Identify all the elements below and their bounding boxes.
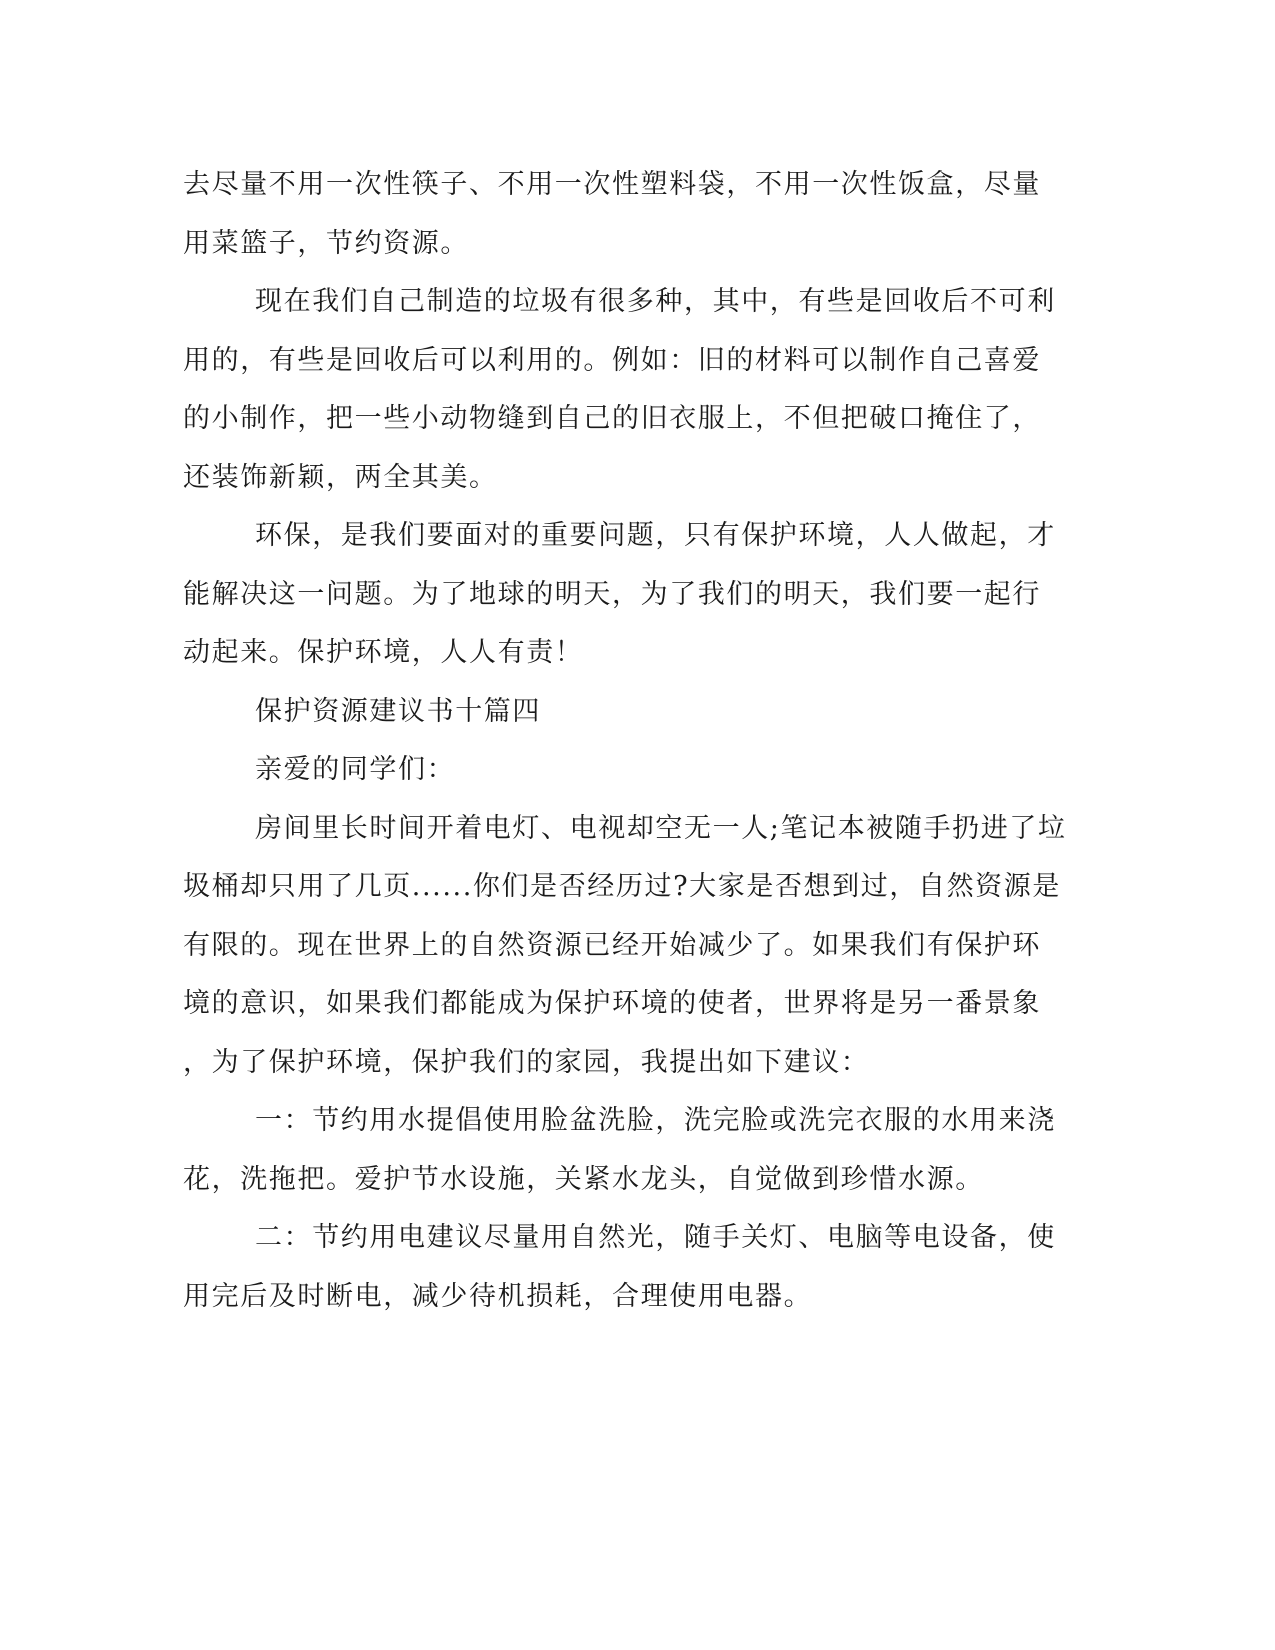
text-line: ，为了保护环境，保护我们的家园，我提出如下建议： xyxy=(183,1046,870,1078)
document-body xyxy=(183,156,1067,1326)
text-line: 二：节约用电建议尽量用自然光，随手关灯、电脑等电设备，使 xyxy=(255,1222,1056,1253)
salutation: 亲爱的同学们： xyxy=(255,754,456,785)
text-line: 环保，是我们要面对的重要问题，只有保护环境，人人做起，才 xyxy=(255,520,1056,551)
text-line: 用完后及时断电，减少待机损耗，合理使用电器。 xyxy=(183,1280,813,1312)
text-line: 去尽量不用一次性筷子、不用一次性塑料袋，不用一次性饭盒，尽量 xyxy=(183,169,1041,200)
text-line: 用的，有些是回收后可以利用的。例如：旧的材料可以制作自己喜爱 xyxy=(183,344,1041,376)
text-line: 圾桶却只用了几页......你们是否经历过?大家是否想到过，自然资源是 xyxy=(183,871,1061,902)
text-line: 一：节约用水提倡使用脸盆洗脸，洗完脸或洗完衣服的水用来浇 xyxy=(255,1105,1056,1136)
text-line: 现在我们自己制造的垃圾有很多种，其中，有些是回收后不可利 xyxy=(255,286,1056,317)
text-line: 境的意识，如果我们都能成为保护环境的使者，世界将是另一番景象 xyxy=(183,988,1041,1019)
text-line: 有限的。现在世界上的自然资源已经开始减少了。如果我们有保护环 xyxy=(183,929,1041,961)
text-line: 动起来。保护环境，人人有责！ xyxy=(183,637,584,668)
text-line: 能解决这一问题。为了地球的明天，为了我们的明天，我们要一起行 xyxy=(183,578,1041,610)
text-line: 用菜篮子，节约资源。 xyxy=(183,227,469,259)
section-heading: 保护资源建议书十篇四 xyxy=(255,695,541,727)
text-line: 花，洗拖把。爱护节水设施，关紧水龙头，自觉做到珍惜水源。 xyxy=(183,1163,984,1195)
text-line: 房间里长时间开着电灯、电视却空无一人;笔记本被随手扔进了垃 xyxy=(255,812,1067,844)
text-line: 的小制作，把一些小动物缝到自己的旧衣服上，不但把破口掩住了， xyxy=(183,403,1041,434)
text-line: 还装饰新颖，两全其美。 xyxy=(183,461,498,493)
